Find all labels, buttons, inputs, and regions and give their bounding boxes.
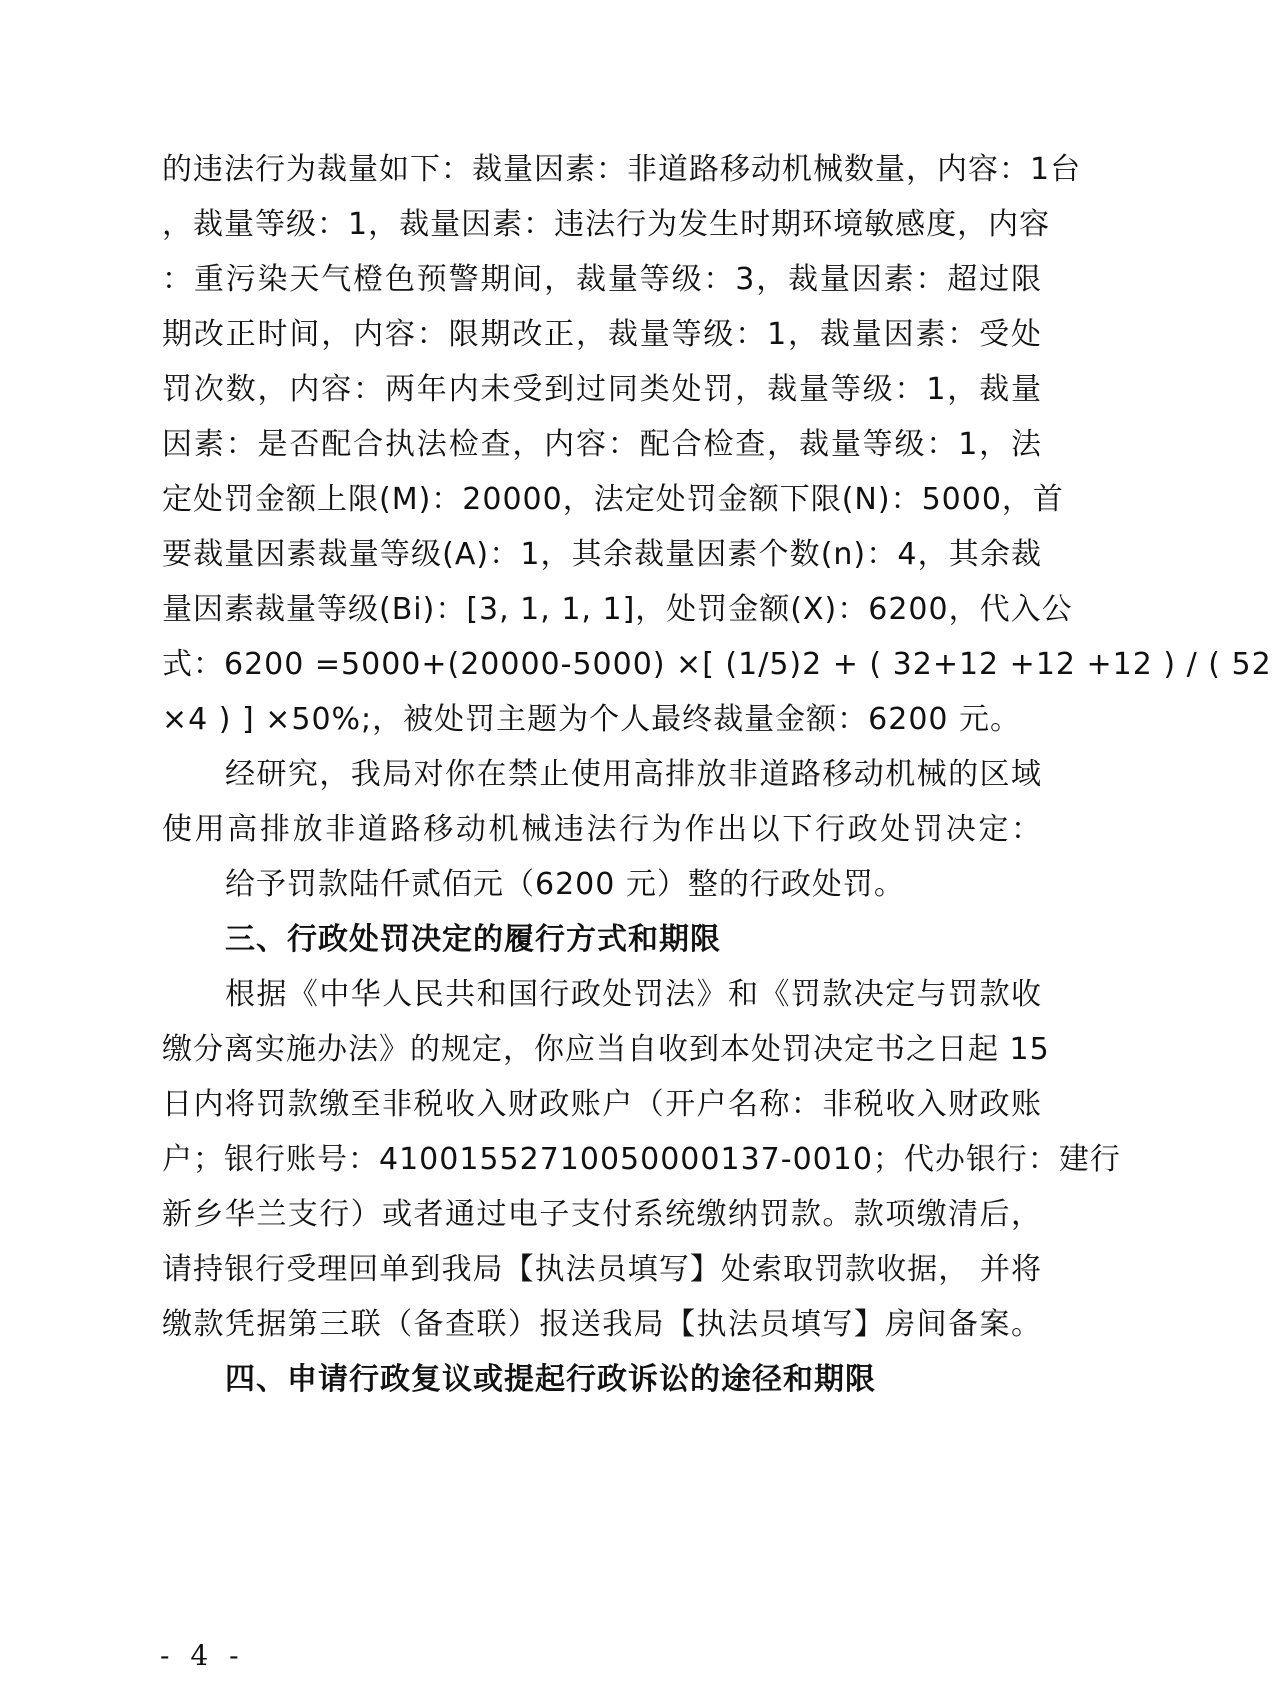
paragraph-line: ：重污染天气橙色预警期间，裁量等级：3，裁量因素：超过限 bbox=[162, 262, 1042, 297]
paragraph-line: 新乡华兰支行）或者通过电子支付系统缴纳罚款。款项缴清后， bbox=[162, 1197, 1042, 1232]
paragraph-line: 的违法行为裁量如下：裁量因素：非道路移动机械数量，内容：1台 bbox=[162, 152, 1082, 187]
formula-line: 式：6200 =5000+(20000-5000) ×[ (1/5)2 + ( 32+12 +12 +12 ) / ( 52 bbox=[162, 647, 1272, 682]
formula-line: ×4 ) ] ×50%;，被处罚主题为个人最终裁量金额：6200 元。 bbox=[162, 702, 1022, 737]
paragraph-line: 缴分离实施办法》的规定，你应当自收到本处罚决定书之日起 15 bbox=[162, 1032, 1050, 1067]
paragraph-line: 量因素裁量等级(Bi)：[3, 1, 1, 1]，处罚金额(X)：6200，代入公 bbox=[162, 592, 1073, 627]
section-heading-4: 四、申请行政复议或提起行政诉讼的途径和期限 bbox=[225, 1362, 876, 1397]
paragraph-line: 根据《中华人民共和国行政处罚法》和《罚款决定与罚款收 bbox=[225, 977, 1042, 1012]
paragraph-line: 经研究，我局对你在禁止使用高排放非道路移动机械的区域 bbox=[225, 757, 1042, 792]
paragraph-line: 因素：是否配合执法检查，内容：配合检查，裁量等级：1，法 bbox=[162, 427, 1042, 462]
paragraph-line: 缴款凭据第三联（备查联）报送我局【执法员填写】房间备案。 bbox=[162, 1307, 1042, 1342]
paragraph-line: 请持银行受理回单到我局【执法员填写】处索取罚款收据， 并将 bbox=[162, 1252, 1042, 1287]
paragraph-line: 要裁量因素裁量等级(A)：1，其余裁量因素个数(n)：4，其余裁 bbox=[162, 537, 1042, 572]
paragraph-line: 户；银行账号：41001552710050000137-0010；代办银行：建行 bbox=[162, 1142, 1121, 1177]
paragraph-line: 罚次数，内容：两年内未受到过同类处罚，裁量等级：1，裁量 bbox=[162, 372, 1042, 407]
paragraph-line: 使用高排放非道路移动机械违法行为作出以下行政处罚决定： bbox=[162, 812, 1042, 847]
section-heading-3: 三、行政处罚决定的履行方式和期限 bbox=[225, 922, 721, 957]
paragraph-line: ，裁量等级：1，裁量因素：违法行为发生时期环境敏感度，内容 bbox=[162, 207, 1051, 242]
paragraph-line: 期改正时间，内容：限期改正，裁量等级：1，裁量因素：受处 bbox=[162, 317, 1042, 352]
paragraph-line: 定处罚金额上限(M)：20000，法定处罚金额下限(N)：5000，首 bbox=[162, 482, 1064, 517]
page-number: - 4 - bbox=[160, 1639, 245, 1672]
paragraph-line: 日内将罚款缴至非税收入财政账户（开户名称：非税收入财政账 bbox=[162, 1087, 1042, 1122]
decision-line: 给予罚款陆仟贰佰元（6200 元）整的行政处罚。 bbox=[225, 867, 905, 902]
